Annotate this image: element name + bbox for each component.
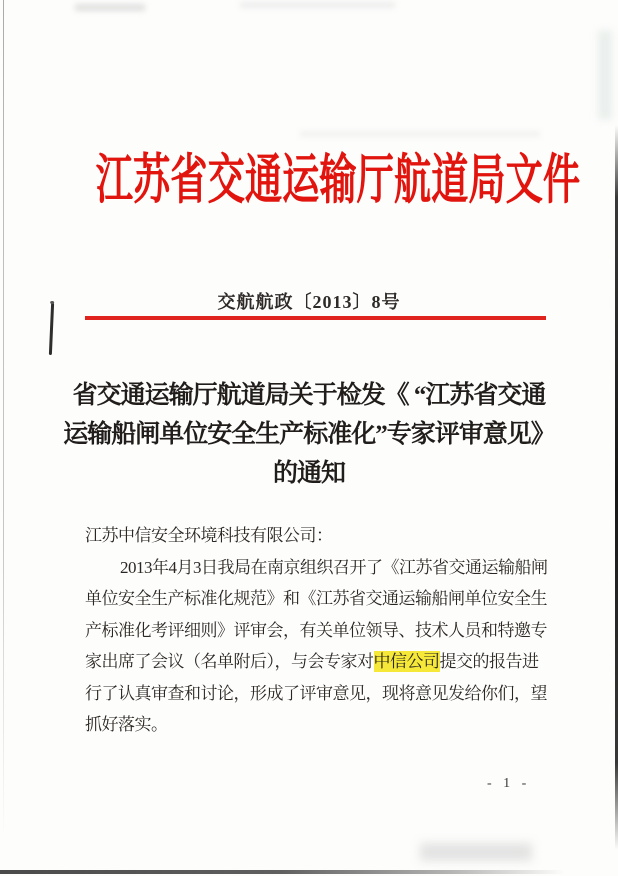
paragraph-text-run: 产标准化考评细则》评审会，有关单位领导、技术人员和特邀专: [85, 620, 547, 640]
notice-title-line: 省交通运输厅航道局关于检发《 “江苏省交通: [72, 382, 546, 409]
notice-title: [0, 376, 618, 493]
notice-title-line: 的通知: [272, 460, 345, 487]
paragraph-text-run: 家出席了会议（名单附后），与会专家对: [85, 652, 374, 671]
page-number: - 1 -: [487, 776, 531, 791]
paragraph-line: [85, 709, 549, 741]
body-paragraph: [85, 552, 549, 741]
scan-smudge: [75, 4, 145, 11]
scan-smudge: [240, 2, 395, 8]
paragraph-text-run: 2013年4月3日我局在南京组织召开了《江苏省交通运输船闸: [120, 557, 548, 577]
paragraph-line: [85, 678, 549, 710]
scan-smudge: [420, 843, 532, 861]
document-number: 交航航政〔2013〕8号: [217, 292, 401, 312]
scan-smudge: [598, 30, 612, 120]
highlighted-company-name: 中信公司: [373, 652, 440, 671]
scan-smudge: [300, 131, 540, 137]
notice-title-line: 运输船闸单位安全生产标准化”专家评审意见》: [63, 421, 555, 448]
body-text: [85, 520, 549, 741]
paragraph-text-run: 行了认真审查和讨论，形成了评审意见，现将意见发给你们，望: [85, 683, 547, 703]
paragraph-text-run: 单位安全生产标准化规范》和《江苏省交通运输船闸单位安全生: [85, 589, 547, 608]
paragraph-line: [85, 583, 549, 615]
salutation: 江苏中信安全环境科技有限公司：: [85, 526, 333, 545]
paragraph-text-run: 提交的报告进: [439, 652, 539, 671]
paragraph-line: [85, 646, 549, 678]
paragraph-text-run: 抓好落实。: [85, 715, 168, 734]
letterhead-title: 江苏省交通运输厅航道局文件: [95, 150, 581, 210]
paragraph-line: [85, 552, 549, 584]
red-divider-line: [85, 316, 546, 320]
paragraph-line: [85, 615, 549, 647]
scan-bottom-edge-shadow: [0, 870, 565, 874]
